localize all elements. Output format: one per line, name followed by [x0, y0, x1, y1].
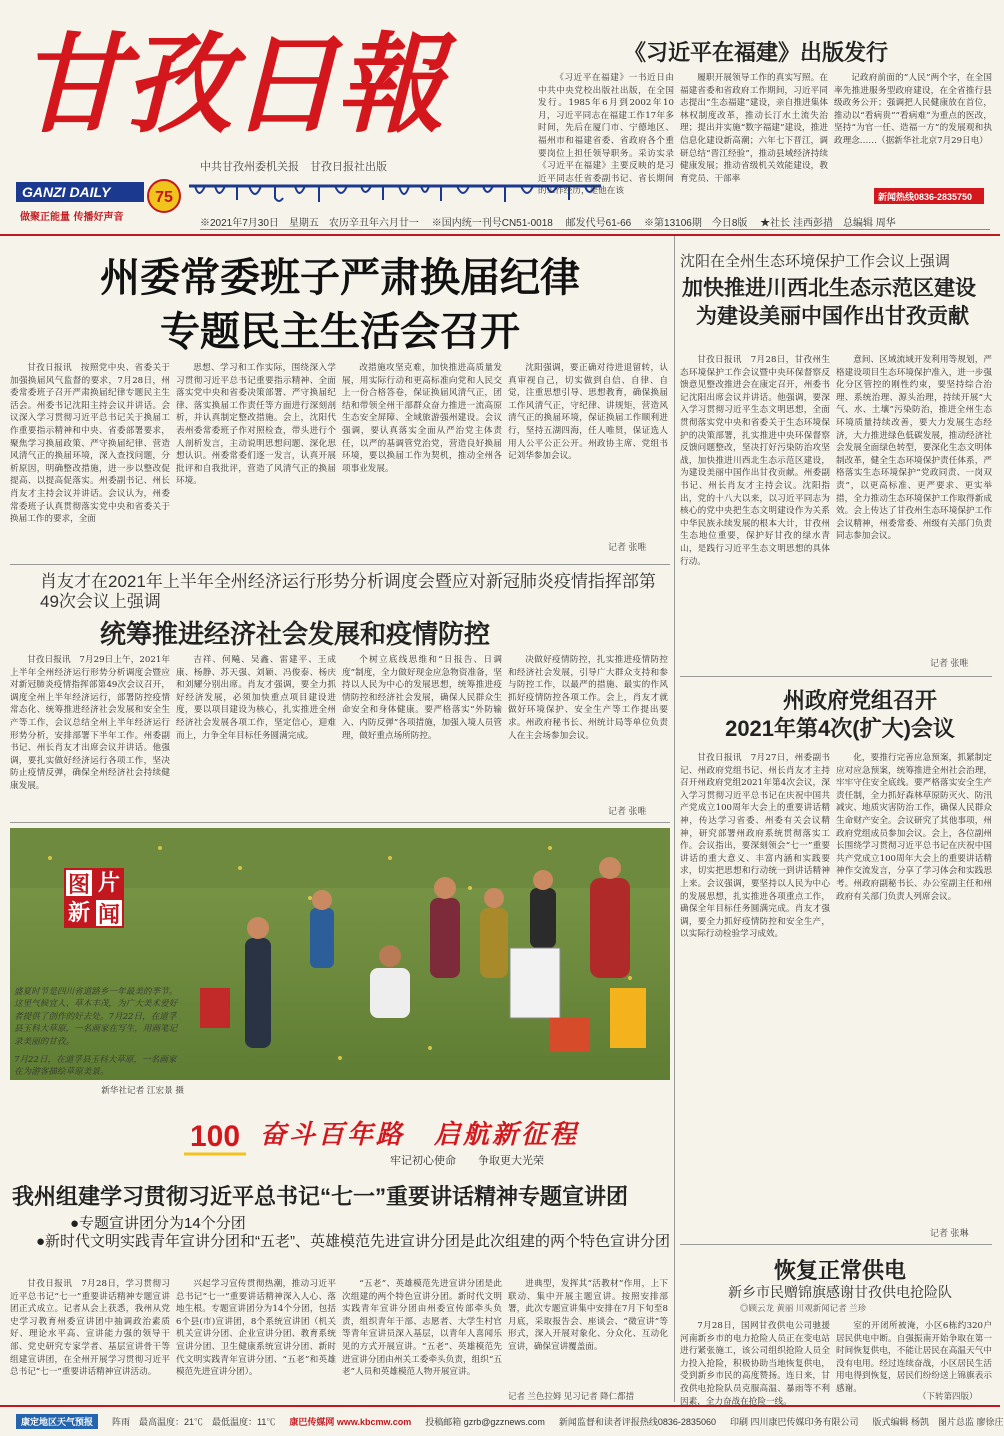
- photo-label-char-xin: 新: [64, 898, 94, 928]
- power-col2: 室的开闭所被淹，小区6栋约320户居民供电中断。自强振南开始争取在第一时间恢复供电，不能让居民在高温天气中没有电用。经过连续奋战，小区居民生活用电得到恢复，居民们纷纷送上锦旗表示感谢。: [836, 1321, 992, 1394]
- lecture-bullet-1: ●专题宣讲团分为14个分团: [70, 1215, 246, 1232]
- lecture-bullet-2: ●新时代文明实践青年宣讲分团和“五老”、英雄模范先进宣讲分团是此次组建的两个特色宣讲分团: [36, 1233, 671, 1250]
- lecture-headline: 我州组建学习贯彻习近平总书记“七一”重要讲话精神专题宣讲团: [12, 1184, 629, 1209]
- issue-cn-number: ※国内统一刊号CN51-0018: [431, 218, 553, 229]
- lead-col3: 改措施攻坚克难，加快推进高质量发展，用实际行动和更高标准向党和人民交上一份合格答卷，保证换届风清气正，团结和带领全州干部群众奋力推进一流高原生态安全屏障、全域旅游强州建设。会议强调，要认真落实全面从严治党主体责任，以严的基调管党治党，营造良好换届环境，要以换届工作为契机，推动全州各项事业发展。: [342, 363, 502, 474]
- photo-label-char-wen: 闻: [94, 898, 124, 928]
- centennial-slogan: 奋斗百年路 启航新征程: [260, 1120, 580, 1150]
- power-headline: 恢复正常供电: [773, 1258, 906, 1283]
- issue-post-code: 邮发代号61-66: [565, 218, 632, 229]
- photo-label-char-tu: 图: [64, 868, 94, 898]
- centennial-sub: 牢记初心使命 争取更大光荣: [390, 1155, 544, 1167]
- economy-headline: 统筹推进经济社会发展和疫情防控: [100, 619, 491, 649]
- issue-number: ※第13106期 今日8版: [644, 218, 748, 229]
- govparty-headline-line1: 州政府党组召开: [782, 688, 937, 713]
- lecture-col2: 兴起学习宣传贯彻热潮，推动习近平总书记“七一”重要讲话精神深入人心、落地生根。专题宣讲团分为14个分团，包括6个县(市)宣讲团，8个系统宣讲团（机关机关宣讲分团、企业宣讲分团、教育系统宣讲分团、卫生健康系统宣讲分团、新时代文明实践青年宣讲分团、“五老”和英雄模范先进宣讲分团）。: [176, 1279, 336, 1378]
- photo-news-credit: 新华社记者 江宏景 摄: [101, 1085, 184, 1096]
- power-byline: ◎顾云龙 黄丽 川观新闻记者 兰珍: [740, 1303, 867, 1313]
- book-release-title: 《习近平在福建》出版发行: [624, 40, 889, 65]
- english-title: GANZI DAILY: [16, 182, 144, 202]
- divider-top: [0, 234, 1000, 236]
- ecology-col2: 意间、区域流域开发利用等规划，严格建设项目生态环境保护准入，进一步强化分区管控的刚性约束，要坚持综合治理、系统治理、源头治理，持续开展“大气、水、土壤”污染防治，推进全州生态环境质量持续改善，要大力发展生态经济，大力推进绿色低碳发展，推动经济社会发展全面绿色转型，要深化生态文明体制改革，健全生态环境保护责任体系，严格落实生态环境保护“党政同责、一岗双责”，以更高标准、更严要求、更实举措，全力推动生态环境保护工作取得新成效。会上传达了甘孜州生态环境保护工作会议精神，州委常委、州级有关部门负责同志参加会议。: [836, 355, 992, 542]
- centennial-banner: [160, 1108, 740, 1170]
- footer-printer: 印刷 四川康巴传媒印务有限公司: [729, 1417, 859, 1427]
- photo-label-char-pian: 片: [94, 868, 124, 898]
- footer-website[interactable]: 康巴传媒网 www.kbcmw.com: [289, 1417, 412, 1427]
- photo-news-caption2: 7月22日，在道孚县玉科大草原，一名画家在为游客描绘草原美景。: [14, 1055, 177, 1078]
- ecology-col1: 甘孜日报讯 7月28日，甘孜州生态环境保护工作会议暨中央环保督察反馈意见整改推进会在康定召开，州委书记沈阳出席会议并讲话。他强调，要深入学习贯彻习近平生态文明思想，全面贯彻落实党中央和省委关于生态环境保护的决策部署，扎实推进中央环保督察反馈问题整改，坚决打好污染防治攻坚战，加快推进川西北生态示范区建设，为建设美丽中国作出甘孜贡献。州委副书记、州长肖友才主持会议。沈阳指出，党的十八大以来，以习近平同志为核心的党中央把生态文明建设作为关系中华民族永续发展的根本大计，甘孜州生态地位重要，保护好甘孜的绿水青山，是践行习近平生态文明思想的具体行动。: [680, 355, 830, 567]
- centennial-emblem: [146, 178, 182, 218]
- lecture-col4: 进典型，发挥其“活教材”作用，上下联动、集中开展主题宣讲。按照安排部署，此次专题宣讲集中安排在7月下旬至8月底，采取报告会、座谈会、“微宣讲”等形式，深入开展对象化、分众化、互动化宣讲，确保宣讲覆盖面。: [508, 1279, 668, 1352]
- lead-col4: 沈阳强调，要正确对待进退留转，认真审视自己，切实做到自信、自律、自觉，注重思想引导、思想教育，确保换届工作风清气正，守纪律、讲规矩，营造风清气正的换届环境，保证换届工作顺利进行，坚持五湖四海，任人唯贤，保证选人用人公平公正公开。州政协主席、党组书记刘华参加会议。: [508, 363, 668, 462]
- ecology-reporter: 记者 张唯: [930, 658, 969, 668]
- divider-vertical: [674, 236, 675, 1402]
- lead-headline-line1: 州委常委班子严肃换届纪律: [100, 254, 580, 301]
- ecology-subtitle: 沈阳在全州生态环境保护工作会议上强调: [680, 253, 951, 270]
- footer-email[interactable]: 投稿邮箱 gzrb@gzznews.com: [425, 1417, 545, 1427]
- lead-reporter: 记者 张唯: [608, 542, 647, 552]
- lecture-col3: “五老”、英雄模范先进宣讲分团是此次组建的两个特色宣讲分团。新时代文明实践青年宣讲分团由州委宣传部牵头负责，组织青年干部、志愿者、大学生村官等青年宣讲员深入基层，以青年人喜闻乐见的方式开展宣讲。“五老”、英雄模范先进宣讲分团由州关工委牵头负责，组织“五老”人员和英雄模范人物开展宣讲。: [342, 1279, 502, 1378]
- divider-lead-economy: [10, 564, 670, 565]
- centennial-badge: [180, 1114, 250, 1158]
- divider-right-top: [680, 676, 992, 677]
- economy-col3: 个树立底线思维和“日报告、日调度”制度，全力做好现金应急物资准备，坚持以人民为中心的发展思想，统筹推进疫情防控和经济社会发展，确保人民群众生命安全和身体健康。要严格落实“外防输入、内防反弹”各项措施，加强入境人员管理，做好重点场所防控。: [342, 655, 502, 741]
- power-subtitle: 新乡市民赠锦旗感谢甘孜供电抢险队: [728, 1284, 952, 1300]
- economy-col2: 吉祥、何飚、吴鑫、雷建平、王成康、杨静、苏天强、刘颖、冯俊泰、杨庆和刘耀分别出席。肖友才强调，要全力抓好经济发展，必须加快重点项目建设进度，要以项目建设为核心，扎实推进全州经济社会发展各项工作，坚定信心，迎难而上，力争全年目标任务圆满完成。: [176, 655, 336, 741]
- issue-president: ★社长 洼西彭措 总编辑 周华: [760, 218, 896, 229]
- centennial-badge-number: 100: [189, 1120, 241, 1153]
- weather-tag: 康定地区天气预报: [16, 1414, 98, 1429]
- masthead-sponsor: 中共甘孜州委机关报 甘孜日报社出版: [200, 161, 387, 173]
- footer-hotline: 新闻监督和读者评报热线0836-2835060: [558, 1417, 716, 1427]
- issue-date: ※2021年7月30日 星期五 农历辛丑年六月廿一: [200, 218, 419, 229]
- power-col1: 7月28日，国网甘孜供电公司驰援河南新乡市的电力抢险人员正在变电站进行紧张施工，该公司组织抢险人员全力投入抢险，积极协助当地恢复供电，受到新乡市民的高度赞扬。连日来，甘孜供电抢险队员克服高温、暴雨等不利因素，全力奋战在抢险一线。: [680, 1321, 830, 1407]
- lead-col2: 思想、学习和工作实际，围绕深入学习贯彻习近平总书记重要指示精神、全面落实党中央和省委决策部署、严守换届纪律、落实换届工作责任等方面进行深刻剖析，并认真制定整改措施。会上，沈阳代表州委常委班子作对照检查，带头进行个人剖析发言，主动说明思想问题、深化思想认识。州委常委们逐一发言，认真开展批评和自我批评，营造了风清气正的换届环境。: [176, 363, 336, 487]
- book-release-col3: 记政府前面的“人民”两个字，在全国率先推进服务型政府建设，在全省推行县级政务公开；强调把人民健康放在首位，推动以“看病贵”“看病难”为重点的医改，坚持“为官一任、造福一方”的发展观和执政理念……（据新华社北京7月29日电）: [834, 73, 992, 146]
- svg-text:75: 75: [155, 189, 173, 206]
- book-release-col1: 《习近平在福建》一书近日由中共中央党校出版社出版，在全国发行。1985年6月到2002年10月，习近平同志在福建工作17年多时间，先后在厦门市、宁德地区、福州市和福建省委、省政府各个重要岗位上担任领导职务。采访实录《习近平在福建》主要反映的是习近平同志任省委副书记、省长期间的工作经历，是他在该: [538, 73, 674, 197]
- divider-right-mid: [680, 1244, 992, 1245]
- ecology-headline-line1: 加快推进川西北生态示范区建设: [682, 277, 976, 300]
- govparty-col1: 甘孜日报讯 7月27日，州委副书记、州政府党组书记、州长肖友才主持召开州政府党组2021年第4次会议，深入学习贯彻习近平总书记在庆祝中国共产党成立100周年大会上的重要讲话精神，传达学习省委、州委有关会议精神，研究部署州政府系统贯彻落实工作。会议指出，要深刻领会“七一”重要讲话的重大意义、丰富内涵和实践要求，切实把思想和行动统一到讲话精神上来。会议强调，要坚持以人民为中心的发展思想，扎实推进各项重点工作，确保全年目标任务圆满完成。肖友才强调，要全力抓好疫情防控和安全生产，以实际行动检验学习成效。: [680, 753, 830, 940]
- govparty-col2: 化，要推行完善应急预案，抓紧制定应对应急预案，统筹推进全州社会治理，牢牢守住安全底线。要严格落实安全生产责任制，全力抓好森林草原防灭火、防汛减灾、地质灾害防治工作，确保人民群众生命财产安全。会议研究了其他事项，州政府党组成员参加会议。会上，各位副州长围绕学习贯彻习近平总书记在庆祝中国共产党成立100周年大会上的重要讲话精神作交流发言，分享了学习体会和实践思考。州政府副秘书长、办公室副主任和州政府有关部门负责人列席会议。: [836, 753, 992, 902]
- economy-subtitle: 肖友才在2021年上半年全州经济运行形势分析调度会暨应对新冠肺炎疫情指挥部第49次会议上强调: [40, 572, 656, 611]
- power-continued: （下转第四版）: [918, 1391, 978, 1401]
- weather-forecast: 阵雨 最高温度：21℃ 最低温度：11℃: [112, 1417, 276, 1427]
- ecology-headline-line2: 为建设美丽中国作出甘孜贡献: [696, 305, 969, 328]
- news-hotline-badge: 新闻热线0836-2835750: [874, 188, 984, 204]
- economy-reporter: 记者 张唯: [608, 806, 647, 816]
- masthead-title: 甘孜日報: [18, 22, 443, 148]
- govparty-reporter: 记者 张琳: [930, 1228, 969, 1238]
- book-release-col2: 履职开展领导工作的真实写照。在福建省委和省政府工作期间，习近平同志提出“生态福建”建设，亲自推进集体林权制度改革，推动长汀水土流失治理；提出并实施“数字福建”建设，推进信息化建设新高潮；六年七下晋江，调研总结“晋江经验”，推动县域经济持续健康发展；推动省级机关效能建设，教育党员、干部率: [680, 73, 828, 184]
- photo-news-label: [64, 868, 134, 948]
- economy-col1: 甘孜日报讯 7月29日上午，2021年上半年全州经济运行形势分析调度会暨应对新冠肺炎疫情指挥部第49次会议召开，调度全州上半年经济运行，部署防控疫情常态化、统筹推进经济社会发展和安全生产等工作，会议总结全州上半年经济运行形势分析，安排部署下半年工作。州委副书记、州长肖友才出席会议并讲话。他强调，要扎实做好经济运行各项工作，坚决防止疫情反弹，确保全州经济社会持续健康发展。: [10, 655, 170, 791]
- divider-economy-photo: [10, 822, 670, 823]
- lead-col1: 甘孜日报讯 按照党中央、省委关于加强换届风气监督的要求，7月28日，州委常委班子召开严肃换届纪律专题民主生活会。州委书记沈阳主持会议并讲话。会议深入学习贯彻习近平总书记关于换届工作重要指示精神和中央、省委部署要求，聚焦学习换届政策、严守换届纪律、营造风清气正的换届环境，深入查找问题，分析原因，明确整改措施，进一步以整改促提高、以提高促落实。州委副书记、州长肖友才主持会议并讲话。会议认为，州委常委班子认真贯彻落实党中央和省委关于换届工作的要求，全面: [10, 363, 170, 525]
- masthead-slogan: 做聚正能量 传播好声音: [20, 212, 124, 223]
- masthead-logo: [18, 20, 538, 160]
- photo-news-caption-block: [14, 986, 184, 1097]
- govparty-headline-line2: 2021年第4次(扩大)会议: [725, 716, 955, 741]
- photo-news-caption: 盛夏时节是四川省道路乡一年最美的季节。这里气候宜人、草木丰茂，为广大美术爱好者提供了创作的好去处。7月22日，在道孚县玉科大草原，一名画家在写生，用画笔记录美丽的甘孜。: [14, 987, 178, 1047]
- lecture-reporter: 记者 兰色拉姆 见习记者 降仁都措: [508, 1391, 635, 1401]
- lecture-col1: 甘孜日报讯 7月28日，学习贯彻习近平总书记“七一”重要讲话精神专题宣讲团正式成立。记者从会上获悉，我州从党史学习教育州委宣讲团中抽调政治素质好、理论水平高、宣讲能力强的领导干部、党史研究专家学者、基层宣讲骨干等组建宣讲团，在全州开展学习贯彻习近平总书记“七一”重要讲话精神宣讲活动。: [10, 1279, 170, 1378]
- issue-info-line: [200, 214, 990, 230]
- lead-headline-line2: 专题民主生活会召开: [160, 308, 520, 355]
- page-footer: [0, 1405, 1004, 1436]
- economy-col4: 决做好疫情防控，扎实推进疫情防控和经济社会发展，引导广大群众支持和参与防控工作，以最严的措施、最实的作风抓好疫情防控各项工作。会上，肖友才就做好环境保护、安全生产等工作提出要求。州政府秘书长、州统计局等单位负责人在主会场参加会议。: [508, 655, 668, 741]
- footer-editor: 版式编辑 杨凯 图片总监 廖徐庄: [872, 1417, 1004, 1427]
